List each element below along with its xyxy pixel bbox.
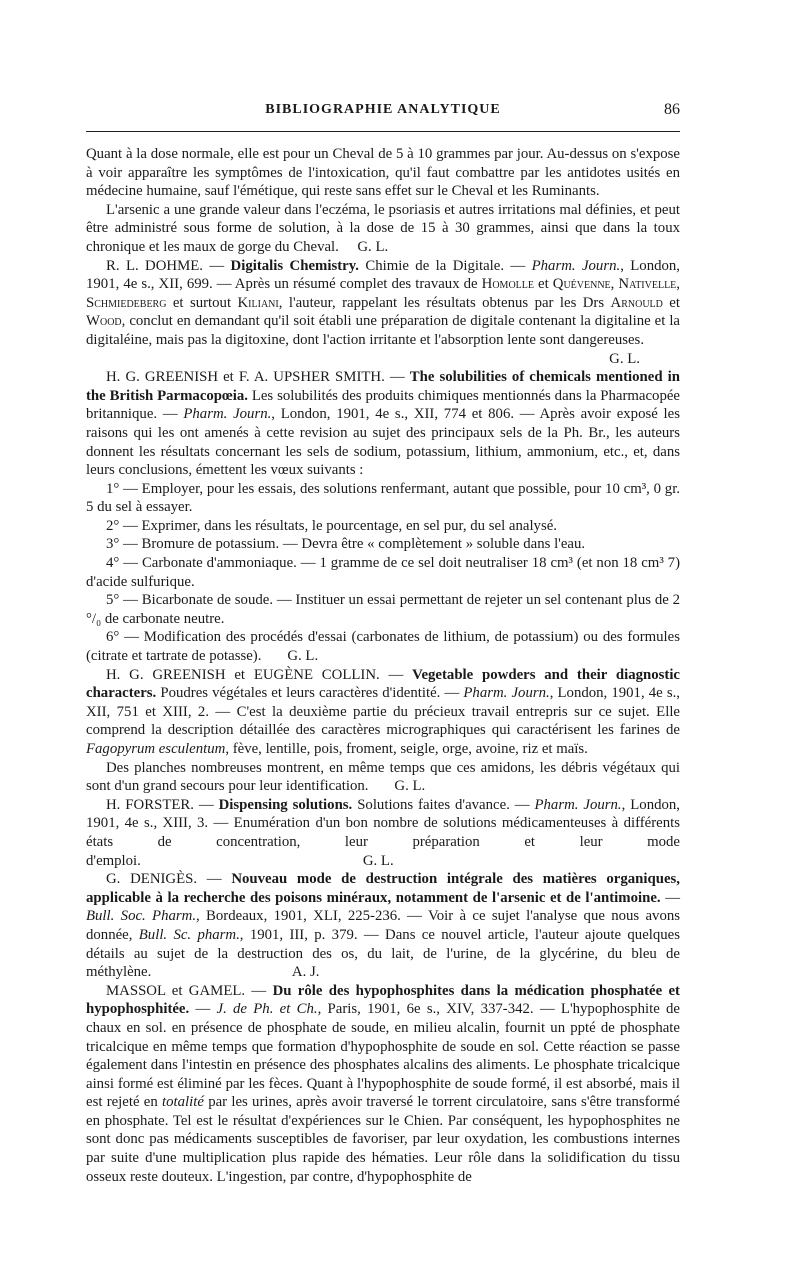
entry-text: , conclut en demandant qu'il soit établi une préparation de digitale contenant la digitaline et la digitaléine, mais pas la digitoxine, dont l'action irritante et l'absorption lente sont dangereuses.	[86, 313, 680, 348]
cited-name: Wood	[86, 313, 122, 330]
reviewer-signature: G. L.	[287, 648, 319, 665]
entry-author: MASSOL et GAMEL. —	[106, 982, 273, 999]
entry-text: —	[189, 1001, 217, 1018]
entry-title: Du rôle des hypophosphites dans la médication phosphatée et hypophosphitée.	[86, 982, 680, 1018]
review-entry-deniges	[86, 870, 680, 982]
paragraph-arsenic	[86, 201, 680, 257]
cited-name: Arnould	[610, 294, 663, 311]
entry-text: et	[534, 276, 553, 293]
paragraph-text: L'arsenic a une grande valeur dans l'eczéma, le psoriasis et autres irritations mal définies, et peut être administré sous forme de solution, à la dose de 15 à 30 grammes, ainsi que dans la toux chronique et les maux de gorge du Cheval.	[86, 201, 680, 255]
review-entry-forster	[86, 796, 680, 870]
list-item-text: 6° — Modification des procédés d'essai (carbonates de lithium, de potassium) ou des formules (citrate et tartrate de potasse).	[86, 629, 680, 665]
list-item	[86, 628, 680, 665]
entry-author: H. FORSTER. —	[106, 796, 219, 813]
journal-name: Pharm. Journ.	[463, 685, 550, 702]
entry-text: , fève, lentille, pois, froment, seigle, orge, avoine, riz et maïs.	[225, 741, 588, 757]
entry-text: , 1901, III, p. 379. — Dans ce nouvel article, l'auteur ajoute quelques détails au sujet de la destruction des os, du lait, de l'urine, de la glycérine, du bleu de méthylène.	[86, 926, 680, 981]
entry-text: Les solubilités des produits chimiques mentionnés dans la Pharmacopée britannique. —	[86, 387, 680, 423]
entry-text: Poudres végétales et leurs caractères d'identité. —	[156, 685, 464, 702]
entry-text: —	[660, 889, 680, 906]
review-entry-massol-gamel	[86, 982, 680, 1187]
reviewer-signature: G. L.	[357, 238, 389, 255]
paragraph-continuation: Quant à la dose normale, elle est pour un Cheval de 5 à 10 grammes par jour. Au-dessus on s'expose à voir apparaître les symptômes de l'intoxication, qu'il faut combattre par les antidotes usités en médecine humaine, sauf l'émétique, qui reste sans effet sur le Cheval et les Ruminants.	[86, 146, 680, 200]
list-item: 3° — Bromure de potassium. — Devra être « complètement » soluble dans l'eau.	[106, 536, 586, 553]
cited-name: Quévenne, Nativelle, Schmiedeberg	[86, 276, 680, 311]
page-number: 86	[664, 101, 680, 118]
paragraph-text: Des planches nombreuses montrent, en même temps que ces amidons, les débris végétaux qui sont d'un grand secours pour leur identification.	[86, 759, 680, 795]
cited-name: Homolle	[481, 276, 534, 293]
journal-name: Pharm. Journ.	[531, 257, 621, 274]
entry-text: Chimie de la Digitale. —	[359, 257, 532, 274]
page-header	[86, 102, 680, 122]
entry-text: , London, 1901, 4e s., XII, 774 et 806. — Après avoir exposé les raisons qui les ont amenés à cette revision au sujet des principaux sels de la Ph. Br., les auteurs donnent les résultats concernant les sels de sodium, potassium, lithium, ammonium, etc., et, dans leurs conclusions, émettent les vœux suivants :	[86, 406, 680, 479]
entry-author: R. L. DOHME. —	[106, 257, 231, 274]
entry-text: et	[662, 294, 680, 311]
entry-title: Dispensing solutions.	[218, 796, 353, 813]
entry-text: par les urines, après avoir traversé le torrent circulatoire, sans s'être transformé en phosphate. Tel est le résultat d'expériences sur le Chien. Par conséquent, les hypophosphites ne sont donc pas médicaments susceptibles de favoriser, par leur oxydation, les combustions internes par suite d'une multiplication plus rapide des hématies. Leur rôle dans la solidification du tissu osseux reste douteux. L'ingestion, par contre, d'hypophosphite de	[86, 1094, 681, 1185]
reviewer-signature: G. L.	[362, 852, 394, 869]
entry-author: H. G. GREENISH et F. A. UPSHER SMITH. —	[106, 369, 410, 386]
entry-text: , Bordeaux, 1901, XLI, 225-236. — Voir à ce sujet l'analyse que nous avons donnée,	[86, 908, 680, 943]
list-item: 5° — Bicarbonate de soude. — Instituer un essai permettant de rejeter un sel contenant plus de 2 °/₀ de carbonate neutre.	[86, 592, 680, 627]
entry-text: , London, 1901, 4e s., XII, 751 et XIII, 2. — C'est la deuxième partie du précieux travail entrepris sur ce sujet. Elle comprend la description détaillée des caractères micrographiques qui caractérisent les farines de	[86, 685, 680, 739]
reviewer-signature: A. J.	[291, 964, 320, 981]
list-item: 1° — Employer, pour les essais, des solutions renfermant, autant que possible, pour 10 cm³, 0 gr. 5 du sel à essayer.	[86, 480, 680, 516]
reviewer-signature: G. L.	[394, 778, 426, 795]
cited-name: Kiliani	[237, 294, 279, 311]
running-title: BIBLIOGRAPHIE ANALYTIQUE	[265, 102, 501, 117]
list-item: 2° — Exprimer, dans les résultats, le pourcentage, en sel pur, du sel analysé.	[106, 517, 557, 534]
reviewer-signature: G. L.	[609, 350, 640, 367]
species-name: Fagopyrum esculentum	[86, 741, 226, 757]
entry-author: G. DENIGÈS. —	[106, 871, 232, 888]
paragraph-planches	[86, 759, 680, 796]
emphasis: totalité	[162, 1094, 204, 1111]
journal-name: Bull. Sc. pharm.	[138, 926, 240, 943]
review-entry-greenish-smith	[86, 368, 680, 480]
entry-text: , Paris, 1901, 6e s., XIV, 337-342. — L'hypophosphite de chaux en sol. en présence de phosphate de soude, en milieu alcalin, fournit un ppté de phosphate tricalcique en même temps que formation d'hypophosphite de soude en sol. Cette réaction se passe également dans l'intestin en présence des phosphates alcalins des aliments. Le phosphate tricalcique ainsi formé est éliminé par les fèces. Quant à l'hypophosphite de soude formé, il est absorbé, mais il est rejeté en	[86, 1001, 680, 1111]
entry-title: Digitalis Chemistry.	[230, 257, 359, 274]
entry-text: Solutions faites d'avance. —	[352, 796, 535, 813]
journal-name: Pharm. Journ.	[183, 406, 272, 423]
entry-title: Nouveau mode de destruction intégrale des matières organiques, applicable à la recherche des poisons minéraux, notamment de l'arsenic et de l'antimoine.	[86, 871, 680, 906]
entry-text: , l'auteur, rappelant les résultats obtenus par les Drs	[278, 294, 611, 311]
entry-text: , London, 1901, 4e s., XII, 699. — Après un résumé complet des travaux de	[86, 257, 680, 293]
journal-name: Bull. Soc. Pharm.	[86, 908, 197, 925]
page-content	[86, 145, 680, 1186]
entry-title: Vegetable powders and their diagnostic characters.	[86, 666, 680, 702]
header-rule	[86, 131, 680, 132]
entry-text: et surtout	[166, 294, 238, 311]
entry-text: , London, 1901, 4e s., XIII, 3. — Enumération d'un bon nombre de solutions médicamenteuses à différents états de concentration, leur préparation et leur mode d'emploi.	[86, 796, 680, 869]
review-entry-greenish-collin	[86, 666, 680, 759]
entry-author: H. G. GREENISH et EUGÈNE COLLIN. —	[106, 666, 413, 683]
journal-name: J. de Ph. et Ch.	[216, 1001, 318, 1018]
entry-title: The solubilities of chemicals mentioned in the British Parmacopœia.	[86, 369, 680, 404]
list-item: 4° — Carbonate d'ammoniaque. — 1 gramme de ce sel doit neutraliser 18 cm³ (et non 18 cm³ 7) d'acide sulfurique.	[86, 555, 680, 590]
review-entry-dohme	[86, 257, 680, 350]
journal-name: Pharm. Journ.	[534, 796, 622, 813]
